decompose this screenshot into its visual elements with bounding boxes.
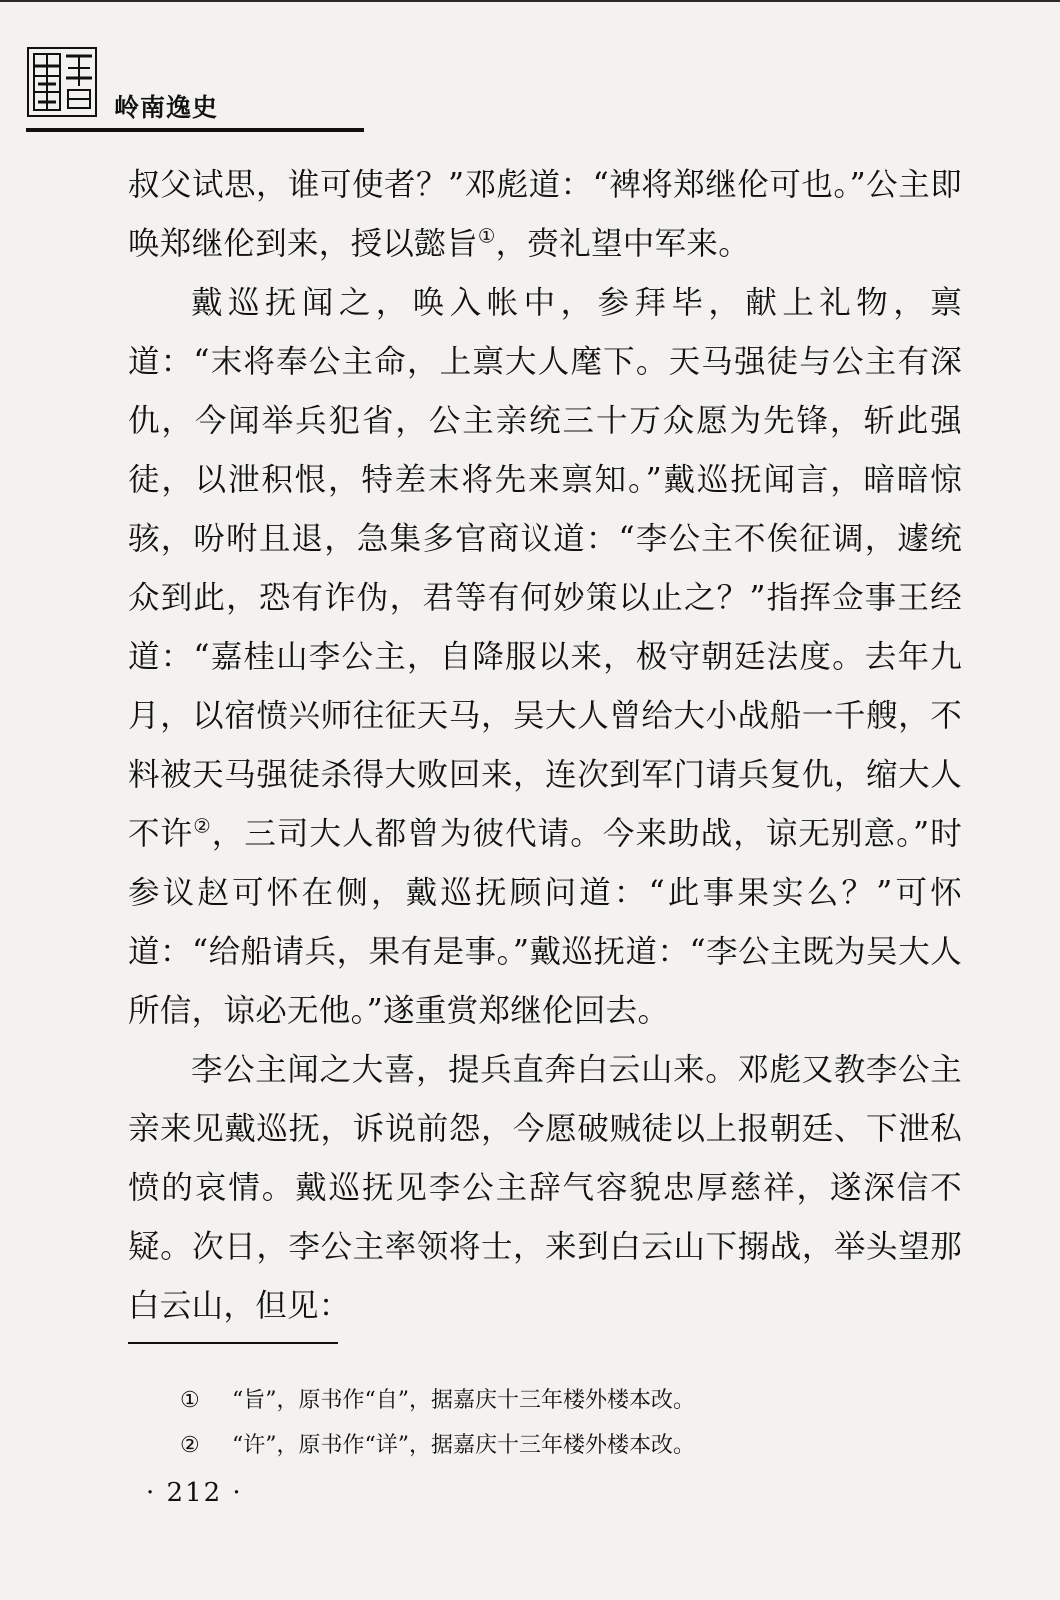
footnote-marker: ② (180, 1433, 200, 1458)
paragraph-text: 戴巡抚闻之，唤入帐中，参拜毕，献上礼物，禀道：“末将奉公主命，上禀大人麾下。天马强徒与公主有深仇，今闻举兵犯省，公主亲统三十万众愿为先锋，斩此强徒，以泄积恨，特差末将先来禀知。”戴巡抚闻言，暗暗惊骇，吩咐且退，急集多官商议道：“李公主不俟征调，遽统众到此，恐有诈伪，君等有何妙策以止之？”指挥佥事王经道：“嘉桂山李公主，自降服以来，极守朝廷法度。去年九月，以宿愤兴师往征天马，吴大人曾给大小战船一千艘，不料被天马强徒杀得大败回来，连次到军门请兵复仇，缩大人不许 (128, 285, 962, 852)
footnote-reference[interactable]: ① (477, 224, 496, 248)
paragraph-text: 叔父试思，谁可使者？”邓彪道：“裨将郑继伦可也。”公主即唤郑继伦到来，授以懿旨 (128, 167, 962, 262)
paragraph-text: ，赍礼望中军来。 (495, 226, 751, 262)
footnote-item (180, 1423, 940, 1468)
footnote-text: “许”，原书作“详”，据嘉庆十三年楼外楼本改。 (232, 1433, 695, 1458)
paragraph (128, 274, 962, 1041)
body-text (128, 156, 962, 1336)
footnote-marker: ① (180, 1388, 200, 1413)
header-rule (26, 128, 364, 132)
footnotes (180, 1378, 940, 1468)
footnote-text: “旨”，原书作“自”，据嘉庆十三年楼外楼本改。 (232, 1388, 695, 1413)
page-number: · 212 · (146, 1478, 243, 1508)
paragraph-text: ，三司大人都曾为彼代请。今来助战，谅无别意。”时参议赵可怀在侧，戴巡抚顾问道：“此事果实么？”可怀道：“给船请兵，果有是事。”戴巡抚道：“李公主既为吴大人所信，谅必无他。”遂重赏郑继伦回去。 (128, 816, 962, 1029)
running-head-title: 岭南逸史 (114, 93, 219, 122)
paragraph-text: 李公主闻之大喜，提兵直奔白云山来。邓彪又教李公主亲来见戴巡抚，诉说前怨，今愿破贼徒以上报朝廷、下泄私愤的哀情。戴巡抚见李公主辞气容貌忠厚慈祥，遂深信不疑。次日，李公主率领将士，来到白云山下搦战，举头望那白云山，但见： (128, 1052, 962, 1324)
footnote-item (180, 1378, 940, 1423)
paragraph (128, 1041, 962, 1336)
footnote-rule (128, 1342, 338, 1344)
footnote-reference[interactable]: ② (193, 814, 212, 838)
paragraph (128, 156, 962, 274)
page-top-border (0, 0, 1060, 2)
seal-logo-icon (26, 46, 98, 118)
